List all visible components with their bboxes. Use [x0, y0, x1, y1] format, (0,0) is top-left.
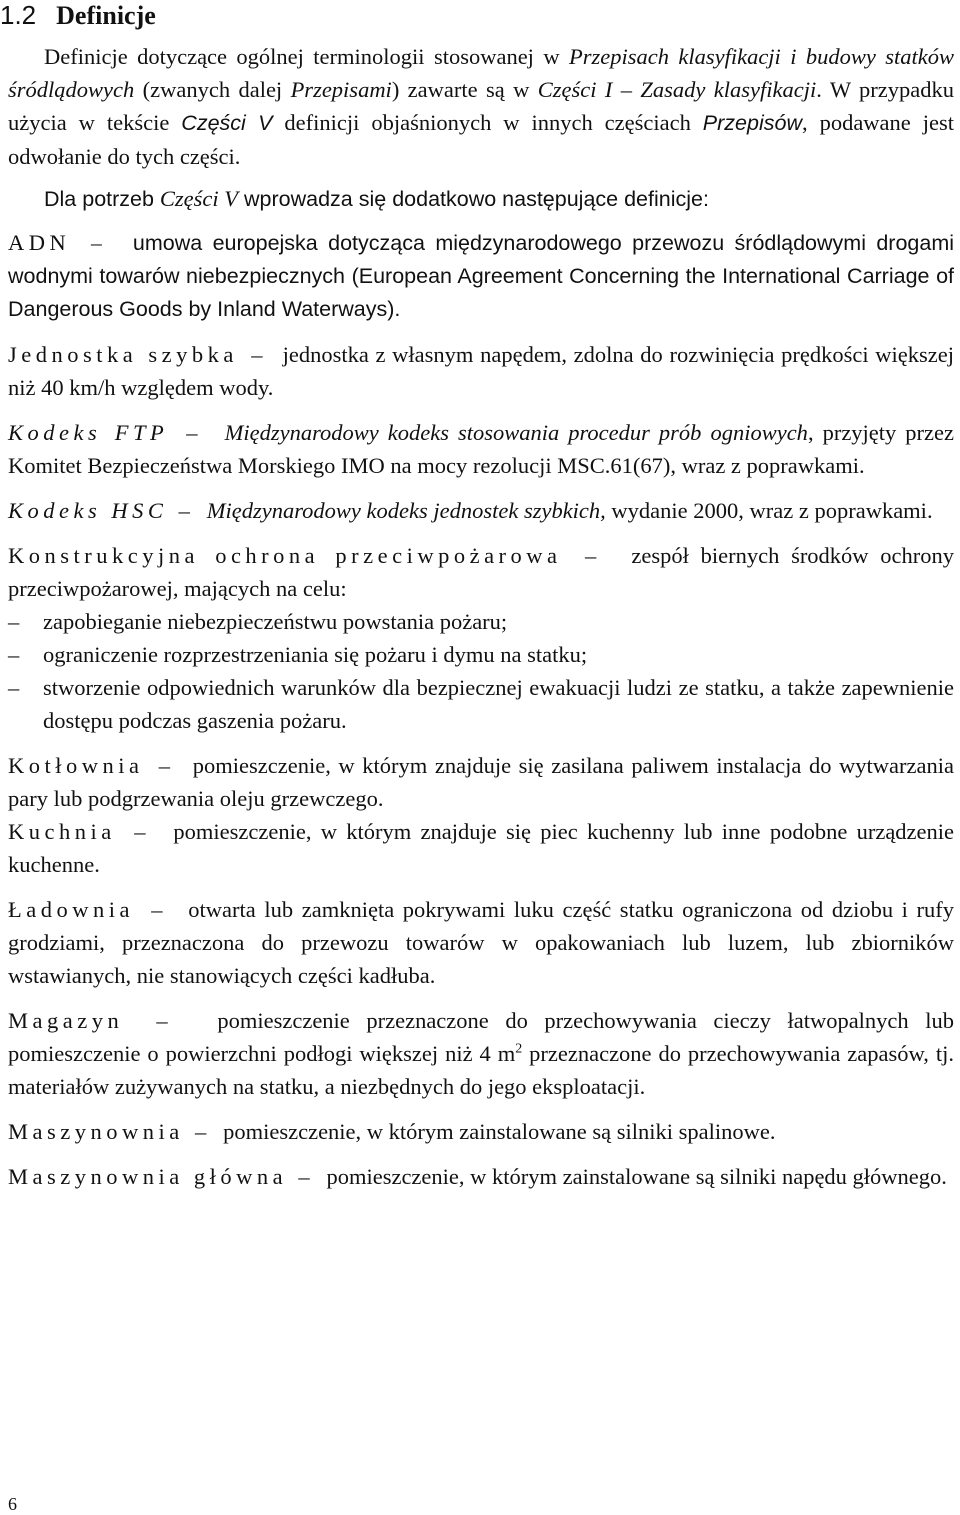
definition-term: Kodeks FTP: [8, 420, 169, 445]
definition-term: Kotłownia: [8, 753, 144, 778]
definition-kodeks-ftp: Kodeks FTP – Międzynarodowy kodeks stosowania procedur prób ogniowych, przyjęty przez Komitet Bezpieczeństwa Morskiego IMO na mocy rezolucji MSC.61(67), wraz z poprawkami.: [8, 420, 955, 478]
intro-definitions-lead: Dla potrzeb Części V wprowadza się dodatkowo następujące definicje:: [44, 186, 709, 211]
definition-ladownia: Ładownia – otwarta lub zamknięta pokrywami luku część statku ograniczona od dziobu i rufy grodziami, przeznaczona do przewozu towarów w opakowaniach lub luzem, lub zbiorników wstawianych, nie stanowiących części kadłuba.: [8, 897, 955, 988]
section-heading: [0, 0, 156, 31]
list-item: – ograniczenie rozprzestrzeniania się pożaru i dymu na statku;: [8, 638, 954, 671]
definition-kodeks-hsc: Kodeks HSC – Międzynarodowy kodeks jednostek szybkich, wydanie 2000, wraz z poprawkami.: [8, 498, 933, 523]
list-item: – stworzenie odpowiednich warunków dla bezpiecznej ewakuacji ludzi ze statku, a także zapewnienie dostępu podczas gaszenia pożaru.: [8, 671, 954, 737]
definition-term: Kodeks HSC: [8, 498, 168, 523]
definition-term: ADN: [8, 230, 71, 255]
definition-term: Konstrukcyjna ochrona przeciwpożarowa: [8, 543, 562, 568]
page-number: 6: [8, 1494, 17, 1514]
definition-term: Magazyn: [8, 1008, 124, 1033]
section-title: Definicje: [56, 1, 156, 30]
intro-paragraph: Definicje dotyczące ogólnej terminologii stosowanej w Przepisach klasyfikacji i budowy statków śródlądowych (zwanych dalej Przepisami) zawarte są w Części I – Zasady klasyfikacji. W przypadku użycia w tekście Części V definicji objaśnionych w innych częściach Przepisów, podawane jest odwołanie do tych części.: [8, 44, 954, 169]
definition-term: Ładownia: [8, 897, 134, 922]
definition-term: Jednostka szybka: [8, 342, 238, 367]
section-number: 1.2: [0, 0, 37, 30]
definition-kuchnia: Kuchnia – pomieszczenie, w którym znajduje się piec kuchenny lub inne podobne urządzenie kuchenne.: [8, 819, 955, 877]
definition-term: Maszynownia: [8, 1119, 184, 1144]
definition-jednostka-szybka: Jednostka szybka – jednostka z własnym napędem, zdolna do rozwinięcia prędkości większej niż 40 km/h względem wody.: [8, 342, 954, 400]
definition-magazyn: Magazyn – pomieszczenie przeznaczone do przechowywania cieczy łatwopalnych lub pomieszczenie o powierzchni podłogi większej niż 4 $m^2$ przeznaczone do przechowywania zapasów, tj. materiałów zużywanych na statku, a niezbędnych do jego eksploatacji.: [8, 1008, 954, 1099]
definition-term: Maszynownia główna: [8, 1164, 288, 1189]
definition-konstrukcyjna-ochrona: Konstrukcyjna ochrona przeciwpożarowa – zespół biernych środków ochrony przeciwpożarowej, mających na celu:: [8, 543, 955, 601]
konstrukcyjna-ochrona-list: [8, 605, 954, 737]
definition-kotlownia: Kotłownia – pomieszczenie, w którym znajduje się zasilana paliwem instalacja do wytwarzania pary lub podgrzewania oleju grzewczego.: [8, 753, 955, 811]
definitions-list: [8, 226, 954, 1205]
definition-maszynownia-glowna: Maszynownia główna – pomieszczenie, w którym zainstalowane są silniki napędu głównego.: [8, 1164, 947, 1189]
definition-term: Kuchnia: [8, 819, 116, 844]
list-item: – zapobieganie niebezpieczeństwu powstania pożaru;: [8, 605, 954, 638]
definition-adn: ADN – umowa europejska dotycząca międzynarodowego przewozu śródlądowymi drogami wodnymi towarów niebezpiecznych (European Agreement Concerning the International Carriage of Dangerous Goods by Inland Waterways).: [8, 230, 955, 321]
definition-maszynownia: Maszynownia – pomieszczenie, w którym zainstalowane są silniki spalinowe.: [8, 1119, 776, 1144]
